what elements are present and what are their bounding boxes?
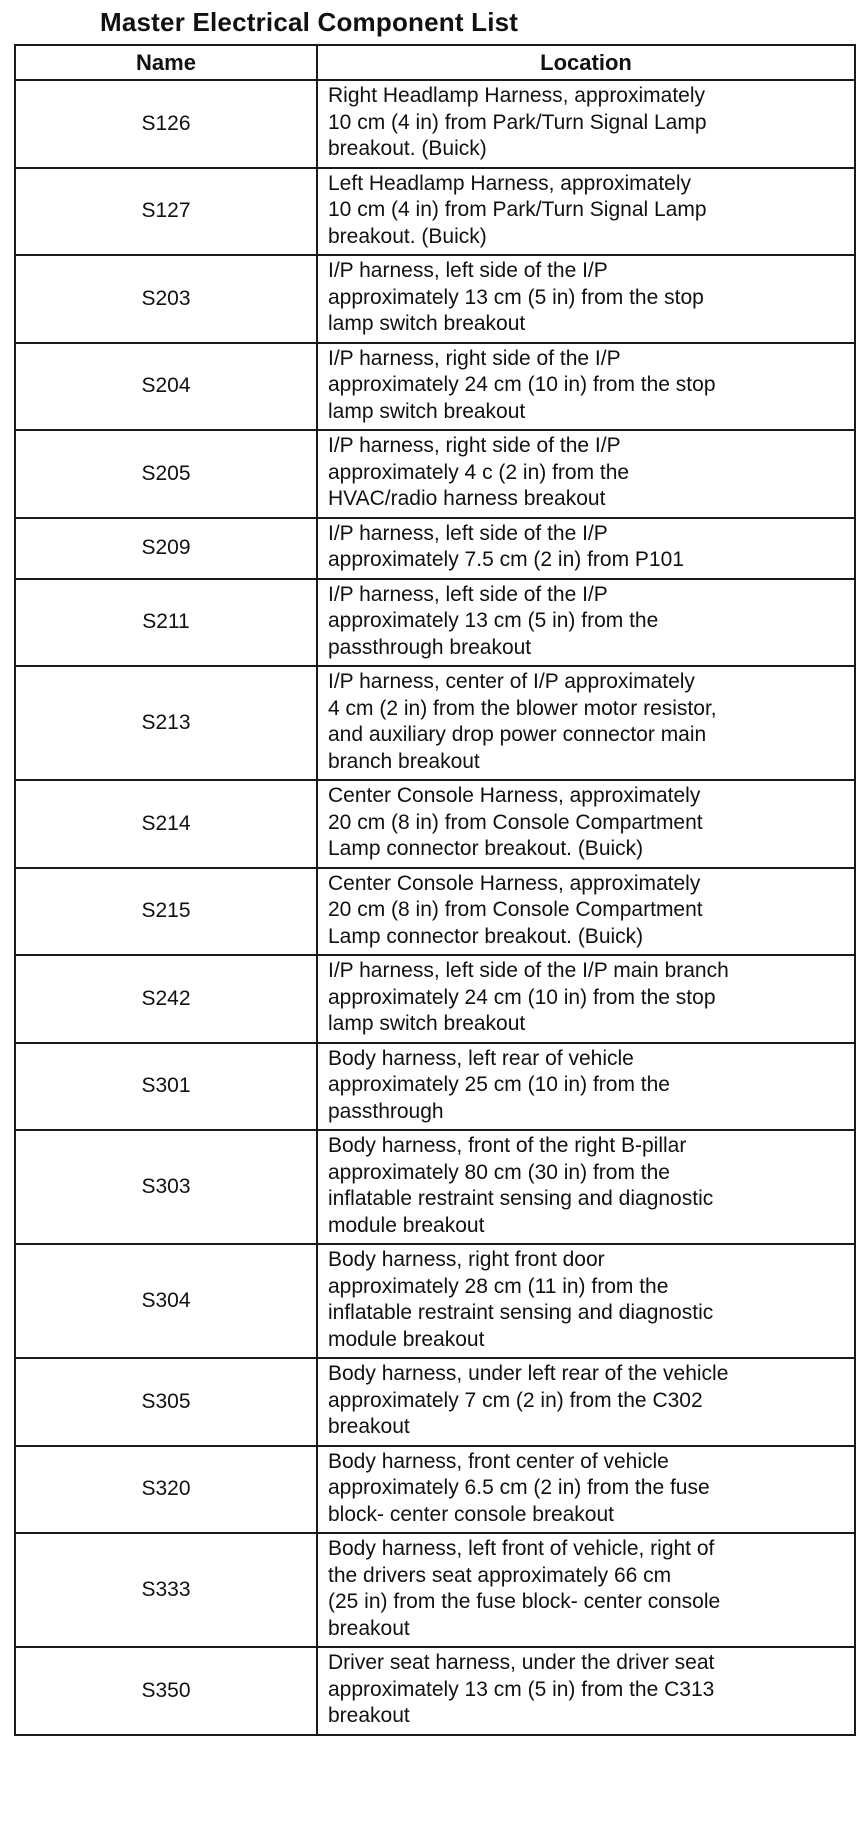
table-row xyxy=(15,255,855,343)
table-row xyxy=(15,1358,855,1446)
component-location-cell xyxy=(317,168,855,256)
location-text-line: inflatable restraint sensing and diagnostic xyxy=(328,1301,714,1324)
component-table xyxy=(14,44,856,1736)
table-row xyxy=(15,1446,855,1534)
component-name-cell: S301 xyxy=(15,1043,317,1131)
location-text-line: Body harness, left rear of vehicle xyxy=(328,1046,634,1070)
component-location-cell xyxy=(317,1043,855,1131)
component-location-cell xyxy=(317,1244,855,1358)
component-location-cell xyxy=(317,1533,855,1647)
location-text-line: Body harness, right front door xyxy=(328,1248,605,1271)
location-text-line: Body harness, left front of vehicle, right of xyxy=(328,1537,715,1560)
location-text-line: approximately 7 cm (2 in) from the C302 xyxy=(328,1388,703,1412)
location-text-line: inflatable restraint sensing and diagnostic xyxy=(328,1187,714,1210)
location-text-line: I/P harness, center of I/P approximately xyxy=(328,670,695,693)
location-text-line: branch breakout xyxy=(328,749,480,773)
location-text-line: 4 cm (2 in) from the blower motor resistor, xyxy=(328,696,717,720)
location-text-line: module breakout xyxy=(328,1213,485,1237)
location-text-line: the drivers seat approximately 66 cm xyxy=(328,1563,672,1587)
component-location-cell xyxy=(317,80,855,168)
location-text-line: 10 cm (4 in) from Park/Turn Signal Lamp xyxy=(328,198,707,221)
location-text-line: and auxiliary drop power connector main xyxy=(328,723,707,746)
location-text-line: approximately 4 c (2 in) from the xyxy=(328,460,630,484)
location-text-line: Center Console Harness, approximately xyxy=(328,871,701,895)
component-location-cell xyxy=(317,955,855,1043)
component-name-cell: S126 xyxy=(15,80,317,168)
location-text-line: lamp switch breakout xyxy=(328,1012,526,1035)
location-text-line: I/P harness, left side of the I/P main branch xyxy=(328,959,729,982)
component-name-cell: S303 xyxy=(15,1130,317,1244)
component-location-cell xyxy=(317,780,855,868)
component-name-cell: S127 xyxy=(15,168,317,256)
location-text-line: lamp switch breakout xyxy=(328,399,526,423)
location-text-line: I/P harness, left side of the I/P xyxy=(328,582,608,606)
location-text-line: Left Headlamp Harness, approximately xyxy=(328,171,692,195)
column-header-location: Location xyxy=(317,45,855,80)
location-text-line: Driver seat harness, under the driver seat xyxy=(328,1651,715,1674)
location-text-line: breakout. (Buick) xyxy=(328,224,487,248)
location-text-line: approximately 7.5 cm (2 in) from P101 xyxy=(328,548,684,571)
location-text-line: 10 cm (4 in) from Park/Turn Signal Lamp xyxy=(328,110,707,134)
component-name-cell: S211 xyxy=(15,579,317,667)
header-row xyxy=(15,45,855,80)
table-row xyxy=(15,1244,855,1358)
location-text-line: I/P harness, right side of the I/P xyxy=(328,434,621,457)
location-text-line: breakout xyxy=(328,1415,410,1438)
table-row xyxy=(15,579,855,667)
location-text-line: I/P harness, left side of the I/P xyxy=(328,259,608,282)
component-name-cell: S242 xyxy=(15,955,317,1043)
location-text-line: Body harness, front of the right B-pillar xyxy=(328,1134,687,1157)
table-row xyxy=(15,868,855,956)
location-text-line: approximately 25 cm (10 in) from the xyxy=(328,1073,670,1096)
component-name-cell: S205 xyxy=(15,430,317,518)
location-text-line: approximately 24 cm (10 in) from the stop xyxy=(328,985,716,1009)
location-text-line: approximately 80 cm (30 in) from the xyxy=(328,1160,670,1184)
location-text-line: module breakout xyxy=(328,1327,485,1351)
location-text-line: Lamp connector breakout. (Buick) xyxy=(328,837,644,860)
location-text-line: approximately 24 cm (10 in) from the stop xyxy=(328,373,716,396)
location-text-line: approximately 28 cm (11 in) from the xyxy=(328,1274,669,1298)
location-text-line: Body harness, front center of vehicle xyxy=(328,1449,669,1473)
location-text-line: approximately 13 cm (5 in) from the xyxy=(328,609,659,632)
column-header-name: Name xyxy=(15,45,317,80)
location-text-line: passthrough breakout xyxy=(328,635,532,659)
component-location-cell xyxy=(317,868,855,956)
location-text-line: approximately 6.5 cm (2 in) from the fuse xyxy=(328,1476,710,1499)
location-text-line: (25 in) from the fuse block- center console xyxy=(328,1590,721,1613)
table-row xyxy=(15,430,855,518)
location-text-line: I/P harness, right side of the I/P xyxy=(328,346,621,370)
component-name-cell: S350 xyxy=(15,1647,317,1735)
component-location-cell xyxy=(317,1358,855,1446)
location-text-line: approximately 13 cm (5 in) from the C313 xyxy=(328,1677,715,1701)
location-text-line: Body harness, under left rear of the vehicle xyxy=(328,1362,729,1385)
component-name-cell: S203 xyxy=(15,255,317,343)
component-name-cell: S215 xyxy=(15,868,317,956)
location-text-line: passthrough xyxy=(328,1099,444,1123)
table-row xyxy=(15,955,855,1043)
table-row xyxy=(15,1647,855,1735)
table-row xyxy=(15,1533,855,1647)
table-row xyxy=(15,666,855,780)
component-name-cell: S204 xyxy=(15,343,317,431)
page-title: Master Electrical Component List xyxy=(100,7,519,37)
location-text-line: 20 cm (8 in) from Console Compartment xyxy=(328,810,703,834)
table-row xyxy=(15,343,855,431)
location-text-line: block- center console breakout xyxy=(328,1502,614,1526)
table-body xyxy=(15,80,855,1735)
table-row xyxy=(15,168,855,256)
component-location-cell xyxy=(317,518,855,579)
component-location-cell xyxy=(317,255,855,343)
component-location-cell xyxy=(317,1130,855,1244)
location-text-line: I/P harness, left side of the I/P xyxy=(328,521,608,545)
table-row xyxy=(15,780,855,868)
component-location-cell xyxy=(317,666,855,780)
component-name-cell: S304 xyxy=(15,1244,317,1358)
location-text-line: Center Console Harness, approximately xyxy=(328,784,701,807)
table-row xyxy=(15,1043,855,1131)
table-row xyxy=(15,80,855,168)
location-text-line: Right Headlamp Harness, approximately xyxy=(328,84,706,107)
component-name-cell: S333 xyxy=(15,1533,317,1647)
component-location-cell xyxy=(317,343,855,431)
component-name-cell: S320 xyxy=(15,1446,317,1534)
component-name-cell: S213 xyxy=(15,666,317,780)
location-text-line: lamp switch breakout xyxy=(328,312,526,335)
component-name-cell: S209 xyxy=(15,518,317,579)
component-name-cell: S214 xyxy=(15,780,317,868)
location-text-line: breakout. (Buick) xyxy=(328,137,487,160)
location-text-line: HVAC/radio harness breakout xyxy=(328,487,606,510)
location-text-line: 20 cm (8 in) from Console Compartment xyxy=(328,898,703,921)
component-location-cell xyxy=(317,579,855,667)
table-row xyxy=(15,518,855,579)
component-location-cell xyxy=(317,430,855,518)
location-text-line: breakout xyxy=(328,1704,410,1727)
component-location-cell xyxy=(317,1647,855,1735)
location-text-line: breakout xyxy=(328,1616,410,1640)
location-text-line: Lamp connector breakout. (Buick) xyxy=(328,924,644,948)
location-text-line: approximately 13 cm (5 in) from the stop xyxy=(328,285,704,309)
component-location-cell xyxy=(317,1446,855,1534)
component-name-cell: S305 xyxy=(15,1358,317,1446)
table-row xyxy=(15,1130,855,1244)
